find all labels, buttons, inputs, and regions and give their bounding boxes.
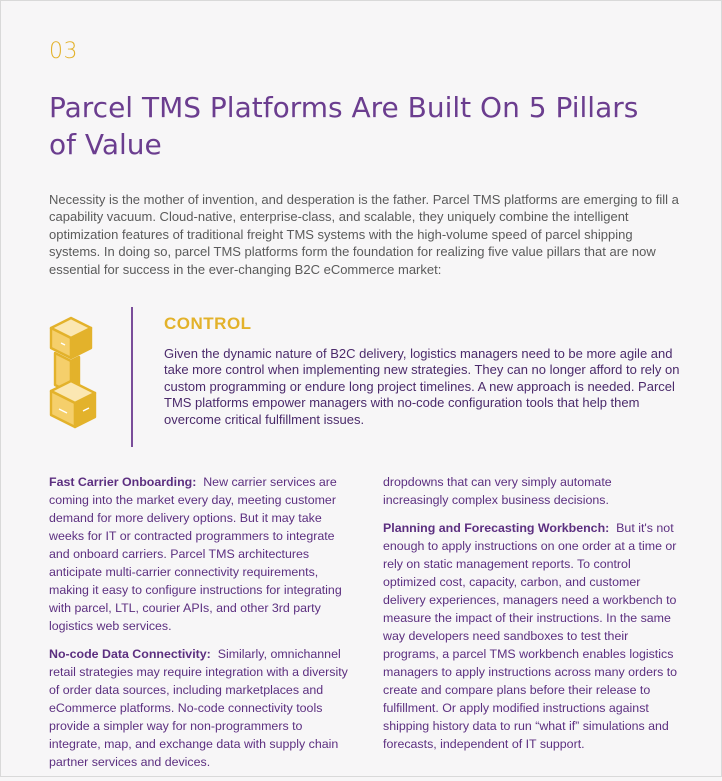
pillar-heading: CONTROL	[164, 314, 252, 333]
paragraph-text: But it's not enough to apply instructions on one order at a time or rely on static management reports. To control optimized cost, capacity, carbon, and customer delivery experiences, managers need a workbench to measure the impact of their instructions. In the same way developers need sandboxes to test their programs, a parcel TMS workbench enables logistics managers to apply instructions across many orders to create and compare plans before their release to fulfillment. Or apply modified instructions against shipping history data to run “what if” simulations and forecasts, independent of IT support.	[383, 521, 678, 751]
stacked-boxes-svg	[45, 313, 105, 433]
paragraph-lead: No-code Data Connectivity:	[49, 647, 211, 661]
paragraph-continuation: dropdowns that can very simply automate increasingly complex business decisions.	[383, 475, 612, 507]
paragraph-planning-forecasting-workbench	[383, 519, 679, 753]
vertical-divider	[131, 307, 133, 447]
left-column	[49, 473, 355, 781]
right-column	[383, 473, 679, 763]
section-number: 03	[49, 39, 78, 64]
paragraph-lead: Planning and Forecasting Workbench:	[383, 521, 610, 535]
paragraph-no-code-data-connectivity	[49, 645, 355, 771]
pillar-description: Given the dynamic nature of B2C delivery, logistics managers need to be more agile and take more control when implementing new strategies. They can no longer afford to rely on custom programming or endure long project timelines. A new approach is needed. Parcel TMS platforms empower managers with no-code configuration tools that help them overcome critical fulfillment issues.	[164, 346, 680, 427]
paragraph-text: New carrier services are coming into the market every day, meeting customer demand for more delivery options. But it may take weeks for IT or contracted programmers to integrate and onboard carriers. Parcel TMS architectures anticipate multi-carrier connectivity requirements, making it easy to configure instructions for integrating with parcel, LTL, courier APIs, and other 3rd party logistics web services.	[49, 475, 342, 633]
paragraph-text: Similarly, omnichannel retail strategies may require integration with a diversity of order data sources, including marketplaces and eCommerce platforms. No-code connectivity tools provide a simpler way for non-programmers to integrate, map, and exchange data with supply chain partner services and devices.	[49, 647, 348, 769]
stacked-boxes-icon	[45, 313, 105, 433]
paragraph-lead: Fast Carrier Onboarding:	[49, 475, 197, 489]
intro-paragraph: Necessity is the mother of invention, and desperation is the father. Parcel TMS platforms are emerging to fill a capability vacuum. Cloud-native, enterprise-class, and scalable, they uniquely combine the intelligent optimization features of traditional freight TMS systems with the high-volume speed of parcel shipping systems. In doing so, parcel TMS platforms form the foundation for realizing five value pillars that are now essential for success in the ever-changing B2C eCommerce market:	[49, 192, 679, 277]
paragraph-fast-carrier-onboarding	[49, 473, 355, 635]
page-title: Parcel TMS Platforms Are Built On 5 Pillars of Value	[49, 91, 639, 161]
